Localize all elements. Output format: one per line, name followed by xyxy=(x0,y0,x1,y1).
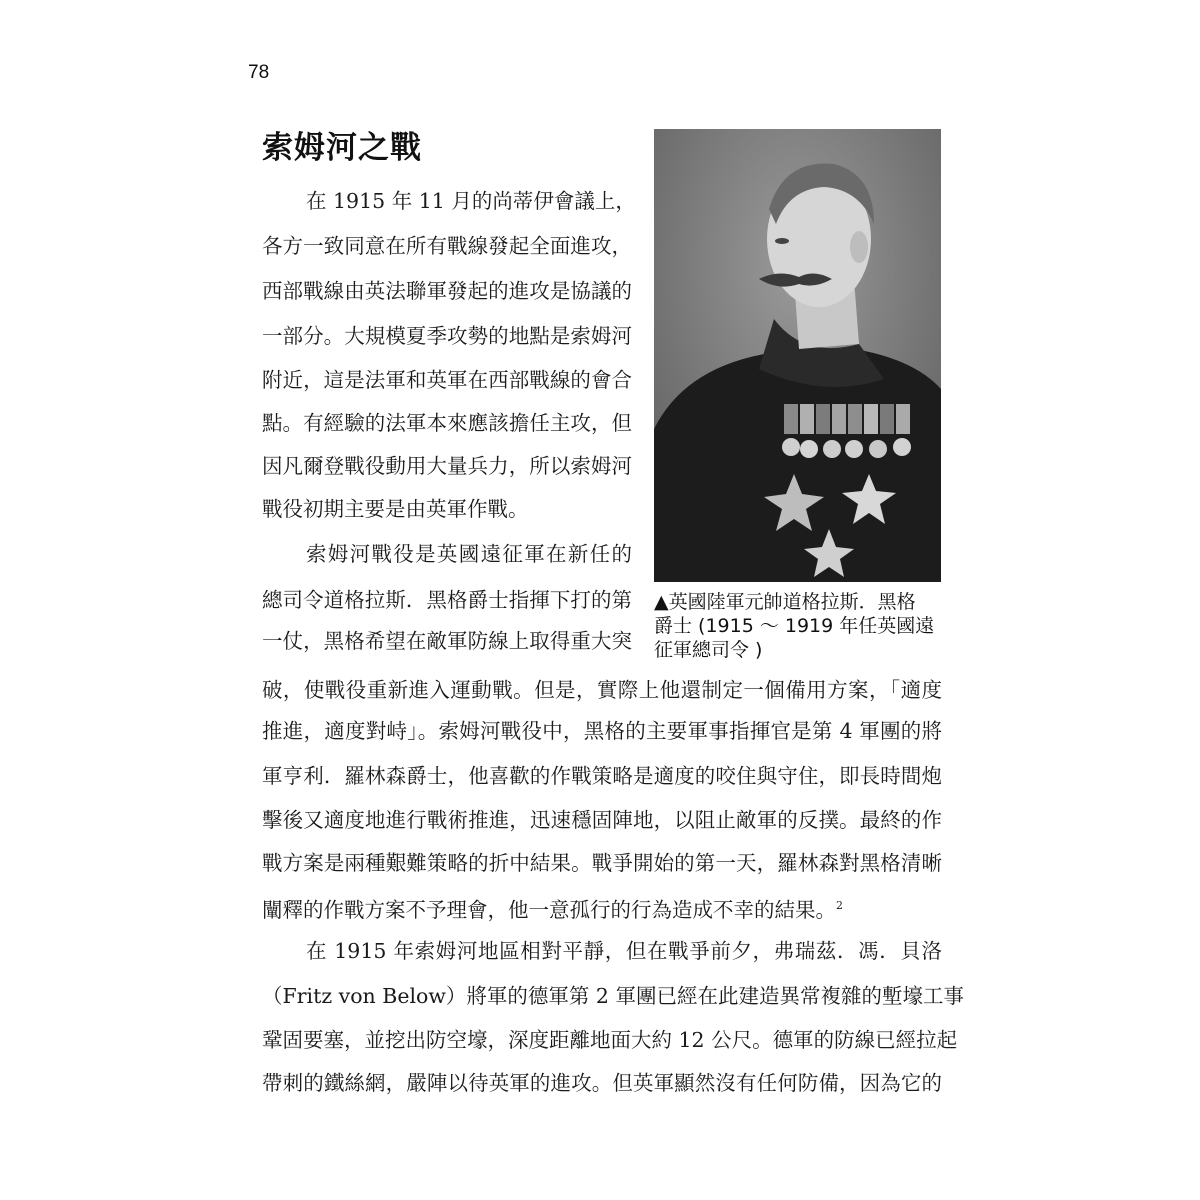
body-line-text: 闡釋的作戰方案不予理會，他一意孤行的行為造成不幸的結果。 xyxy=(262,898,836,922)
photo-caption-line: ▲英國陸軍元帥道格拉斯．黑格 xyxy=(654,591,916,613)
body-line: 在 1915 年 11 月的尚蒂伊會議上， xyxy=(306,189,636,213)
body-line: 鞏固要塞，並挖出防空壕，深度距離地面大約 12 公尺。德軍的防線已經拉起 xyxy=(262,1028,958,1052)
body-line: 軍亨利．羅林森爵士，他喜歡的作戰策略是適度的咬住與守住，即長時間炮 xyxy=(262,764,942,788)
body-line: 因凡爾登戰役動用大量兵力，所以索姆河 xyxy=(262,454,632,478)
photo-caption-line: 爵士 (1915 ～ 1919 年任英國遠 xyxy=(654,615,935,637)
body-line: 總司令道格拉斯．黑格爵士指揮下打的第 xyxy=(262,588,632,612)
body-line: 一仗，黑格希望在敵軍防線上取得重大突 xyxy=(262,629,632,653)
body-line: 索姆河戰役是英國遠征軍在新任的 xyxy=(306,542,632,566)
body-line: 一部分。大規模夏季攻勢的地點是索姆河 xyxy=(262,324,632,348)
body-line: 破，使戰役重新進入運動戰。但是，實際上他還制定一個備用方案，「適度 xyxy=(262,678,942,702)
body-line: 戰役初期主要是由英軍作戰。 xyxy=(262,497,529,521)
body-line: 推進，適度對峙」。索姆河戰役中，黑格的主要軍事指揮官是第 4 軍團的將 xyxy=(262,719,942,743)
body-line: 帶刺的鐵絲網，嚴陣以待英軍的進攻。但英軍顯然沒有任何防備，因為它的 xyxy=(262,1071,942,1095)
body-line: 附近，這是法軍和英軍在西部戰線的會合 xyxy=(262,368,632,392)
body-line: 戰方案是兩種艱難策略的折中結果。戰爭開始的第一天，羅林森對黑格清晰 xyxy=(262,851,942,875)
body-line: 西部戰線由英法聯軍發起的進攻是協議的 xyxy=(262,279,632,303)
photo-caption-line: 征軍總司令 ) xyxy=(654,639,763,661)
body-line: 點。有經驗的法軍本來應該擔任主攻，但 xyxy=(262,411,632,435)
body-line: 擊後又適度地進行戰術推進，迅速穩固陣地，以阻止敵軍的反撲。最終的作 xyxy=(262,808,942,832)
body-line: （Fritz von Below）將軍的德軍第 2 軍團已經在此建造異常複雜的塹壕工事 xyxy=(262,984,964,1008)
page-number: 78 xyxy=(248,62,270,83)
chapter-title: 索姆河之戰 xyxy=(262,130,422,166)
footnote-reference[interactable]: 2 xyxy=(836,899,843,912)
body-line: 各方一致同意在所有戰線發起全面進攻， xyxy=(262,234,632,258)
portrait-photo xyxy=(654,129,941,582)
body-line-with-footnote xyxy=(262,891,942,925)
body-line: 在 1915 年索姆河地區相對平靜，但在戰爭前夕，弗瑞茲．馮．貝洛 xyxy=(306,939,942,963)
